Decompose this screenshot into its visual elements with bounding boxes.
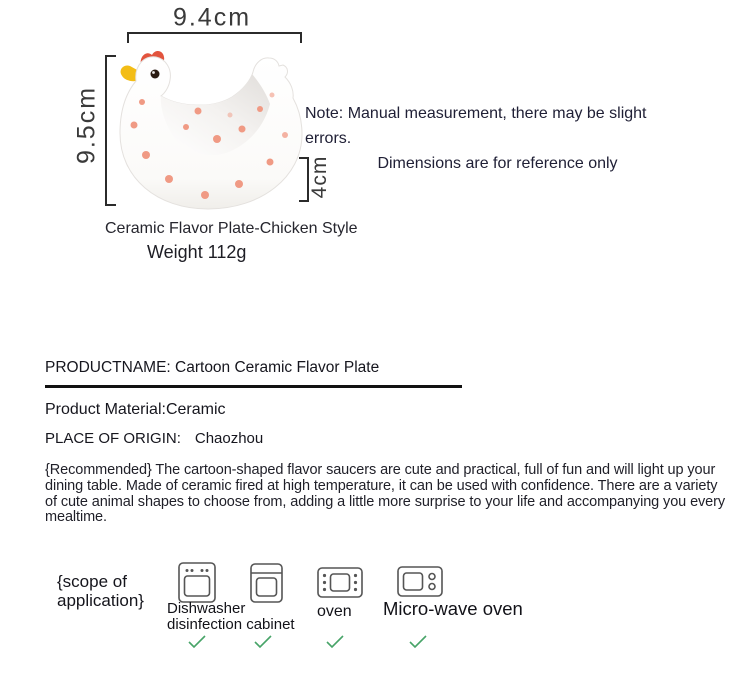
product-name-line: PRODUCTNAME: Cartoon Ceramic Flavor Plate [45, 359, 380, 376]
width-dimension-bracket [127, 32, 302, 43]
scope-heading [57, 573, 144, 610]
dishwasher-icon [178, 562, 216, 603]
product-photo-chicken-bowl [112, 47, 304, 213]
scope-heading-line2: application} [57, 590, 144, 610]
product-description: {Recommended} The cartoon-shaped flavor saucers are cute and practical, full of fun and will light up your dining table. Made of ceramic fired at high temperature, it can be used with confidence. There are a variety of cute animal shapes to choose from, adding a little more surprise to your life and accompanying you every mealtime. [45, 462, 726, 526]
depth-dimension-label: 4cm [308, 155, 331, 199]
checkmark-icon [186, 633, 208, 650]
product-caption: Ceramic Flavor Plate-Chicken Style [105, 220, 358, 237]
origin-value: Chaozhou [194, 430, 264, 447]
oven-icon [317, 567, 363, 598]
checkmark-icon [252, 633, 274, 650]
width-dimension-label: 9.4cm [172, 3, 252, 32]
product-material-line: Product Material:Ceramic [45, 401, 226, 418]
chicken-eye [151, 70, 160, 79]
oven-label: oven [317, 603, 352, 620]
microwave-oven-icon [397, 566, 443, 597]
height-dimension-label: 9.5cm [72, 85, 101, 165]
microwave-oven-label: Micro-wave oven [383, 598, 523, 619]
disinfection-cabinet-icon [250, 563, 283, 603]
note-line1: Note: Manual measurement, there may be slight errors. [305, 105, 647, 147]
scope-heading-line1: {scope of [57, 572, 127, 591]
chicken-bowl-illustration [112, 47, 304, 213]
dishwasher-label: Dishwasher [167, 600, 246, 617]
checkmark-icon [324, 633, 346, 650]
place-of-origin-line [45, 430, 263, 447]
checkmark-icon [407, 633, 429, 650]
title-underline [45, 385, 462, 388]
disinfection-cabinet-label: disinfection cabinet [167, 616, 295, 633]
origin-label: PLACE OF ORIGIN: [45, 430, 181, 447]
note-line2: Dimensions are for reference only [377, 155, 618, 172]
measurement-note [305, 101, 690, 176]
product-weight: Weight 112g [147, 242, 247, 262]
